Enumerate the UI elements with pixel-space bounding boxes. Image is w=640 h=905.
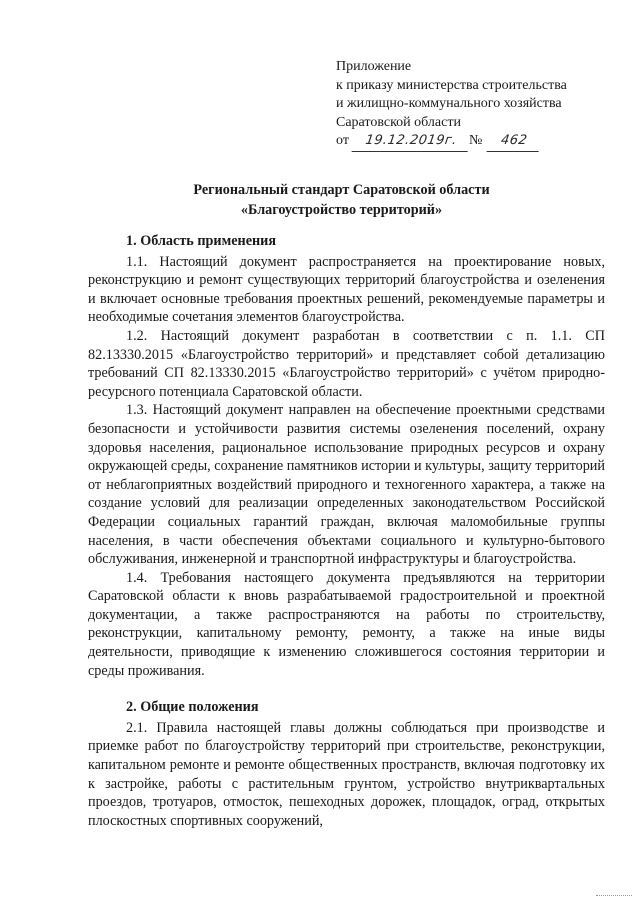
appendix-line-2: к приказу министерства строительства bbox=[336, 77, 567, 93]
appendix-block bbox=[336, 58, 626, 152]
paragraph: 1.4. Требования настоящего документа предъявляются на территории Саратовской области к вновь разрабатываемой градостроительной и проектной документации, а также распространяются на работы по строительству, реконструкции, капитальному ремонту, ремонту, а также на иные виды деятельности, приводящие к изменению сложившегося состояния территории и среды проживания. bbox=[88, 569, 605, 679]
appendix-date-line bbox=[336, 132, 626, 152]
section-heading: 1. Область применения bbox=[126, 233, 277, 249]
appendix-line-3: и жилищно-коммунального хозяйства bbox=[336, 96, 562, 111]
appendix-line-4: Саратовской области bbox=[336, 114, 461, 130]
number-label: № bbox=[468, 133, 483, 148]
handwritten-date: 19.12.2019г. bbox=[352, 132, 471, 152]
scan-artifact bbox=[596, 895, 632, 897]
title-line-1: Региональный стандарт Саратовской области bbox=[193, 182, 490, 198]
document-body bbox=[88, 232, 605, 830]
section-spacer bbox=[88, 680, 605, 698]
appendix-line-1: Приложение bbox=[336, 59, 412, 74]
paragraph: 1.2. Настоящий документ разработан в соответствии с п. 1.1. СП 82.13330.2015 «Благоустройство территорий» и представляет собой детализацию требований СП 82.13330.2015 «Благоустройство территорий» с учётом природно-ресурсного потенциала Саратовской области. bbox=[88, 327, 605, 400]
from-label: от bbox=[336, 133, 349, 148]
title-line-2: «Благоустройство территорий» bbox=[240, 202, 443, 218]
paragraph: 2.1. Правила настоящей главы должны соблюдаться при производстве и приемке работ по благоустройству территорий при строительстве, реконструкции, капитальном ремонте и ремонте общественных пространств, включая подготовку их к застройке, работы с растительным грунтом, устройство внутриквартальных проездов, тротуаров, отмосток, пешеходных дорожек, площадок, оград, открытых плоскостных спортивных сооружений, bbox=[88, 719, 605, 829]
paragraph: 1.1. Настоящий документ распространяется на проектирование новых, реконструкцию и ремонт существующих территорий благоустройства и озеленения и включает основные требования проектных решений, рекомендуемые параметры и необходимые сочетания элементов благоустройства. bbox=[88, 253, 605, 326]
handwritten-number: 462 bbox=[487, 132, 542, 152]
section-heading: 2. Общие положения bbox=[126, 699, 259, 716]
document-title bbox=[88, 180, 595, 220]
paragraph: 1.3. Настоящий документ направлен на обеспечение проектными средствами безопасности и устойчивости развития системы озеленения поселений, охрану здоровья населения, рациональное использование природных ресурсов и охрану окружающей среды, сохранение памятников истории и культуры, защиту территорий от неблагоприятных воздействий природного и техногенного характера, а также на создание условий для реализации определенных законодательством Российской Федерации социальных гарантий граждан, включая маломобильные группы населения, в части обеспечения объектами социального и культурно-бытового обслуживания, инженерной и транспортной инфраструктуры и благоустройства. bbox=[88, 402, 605, 568]
